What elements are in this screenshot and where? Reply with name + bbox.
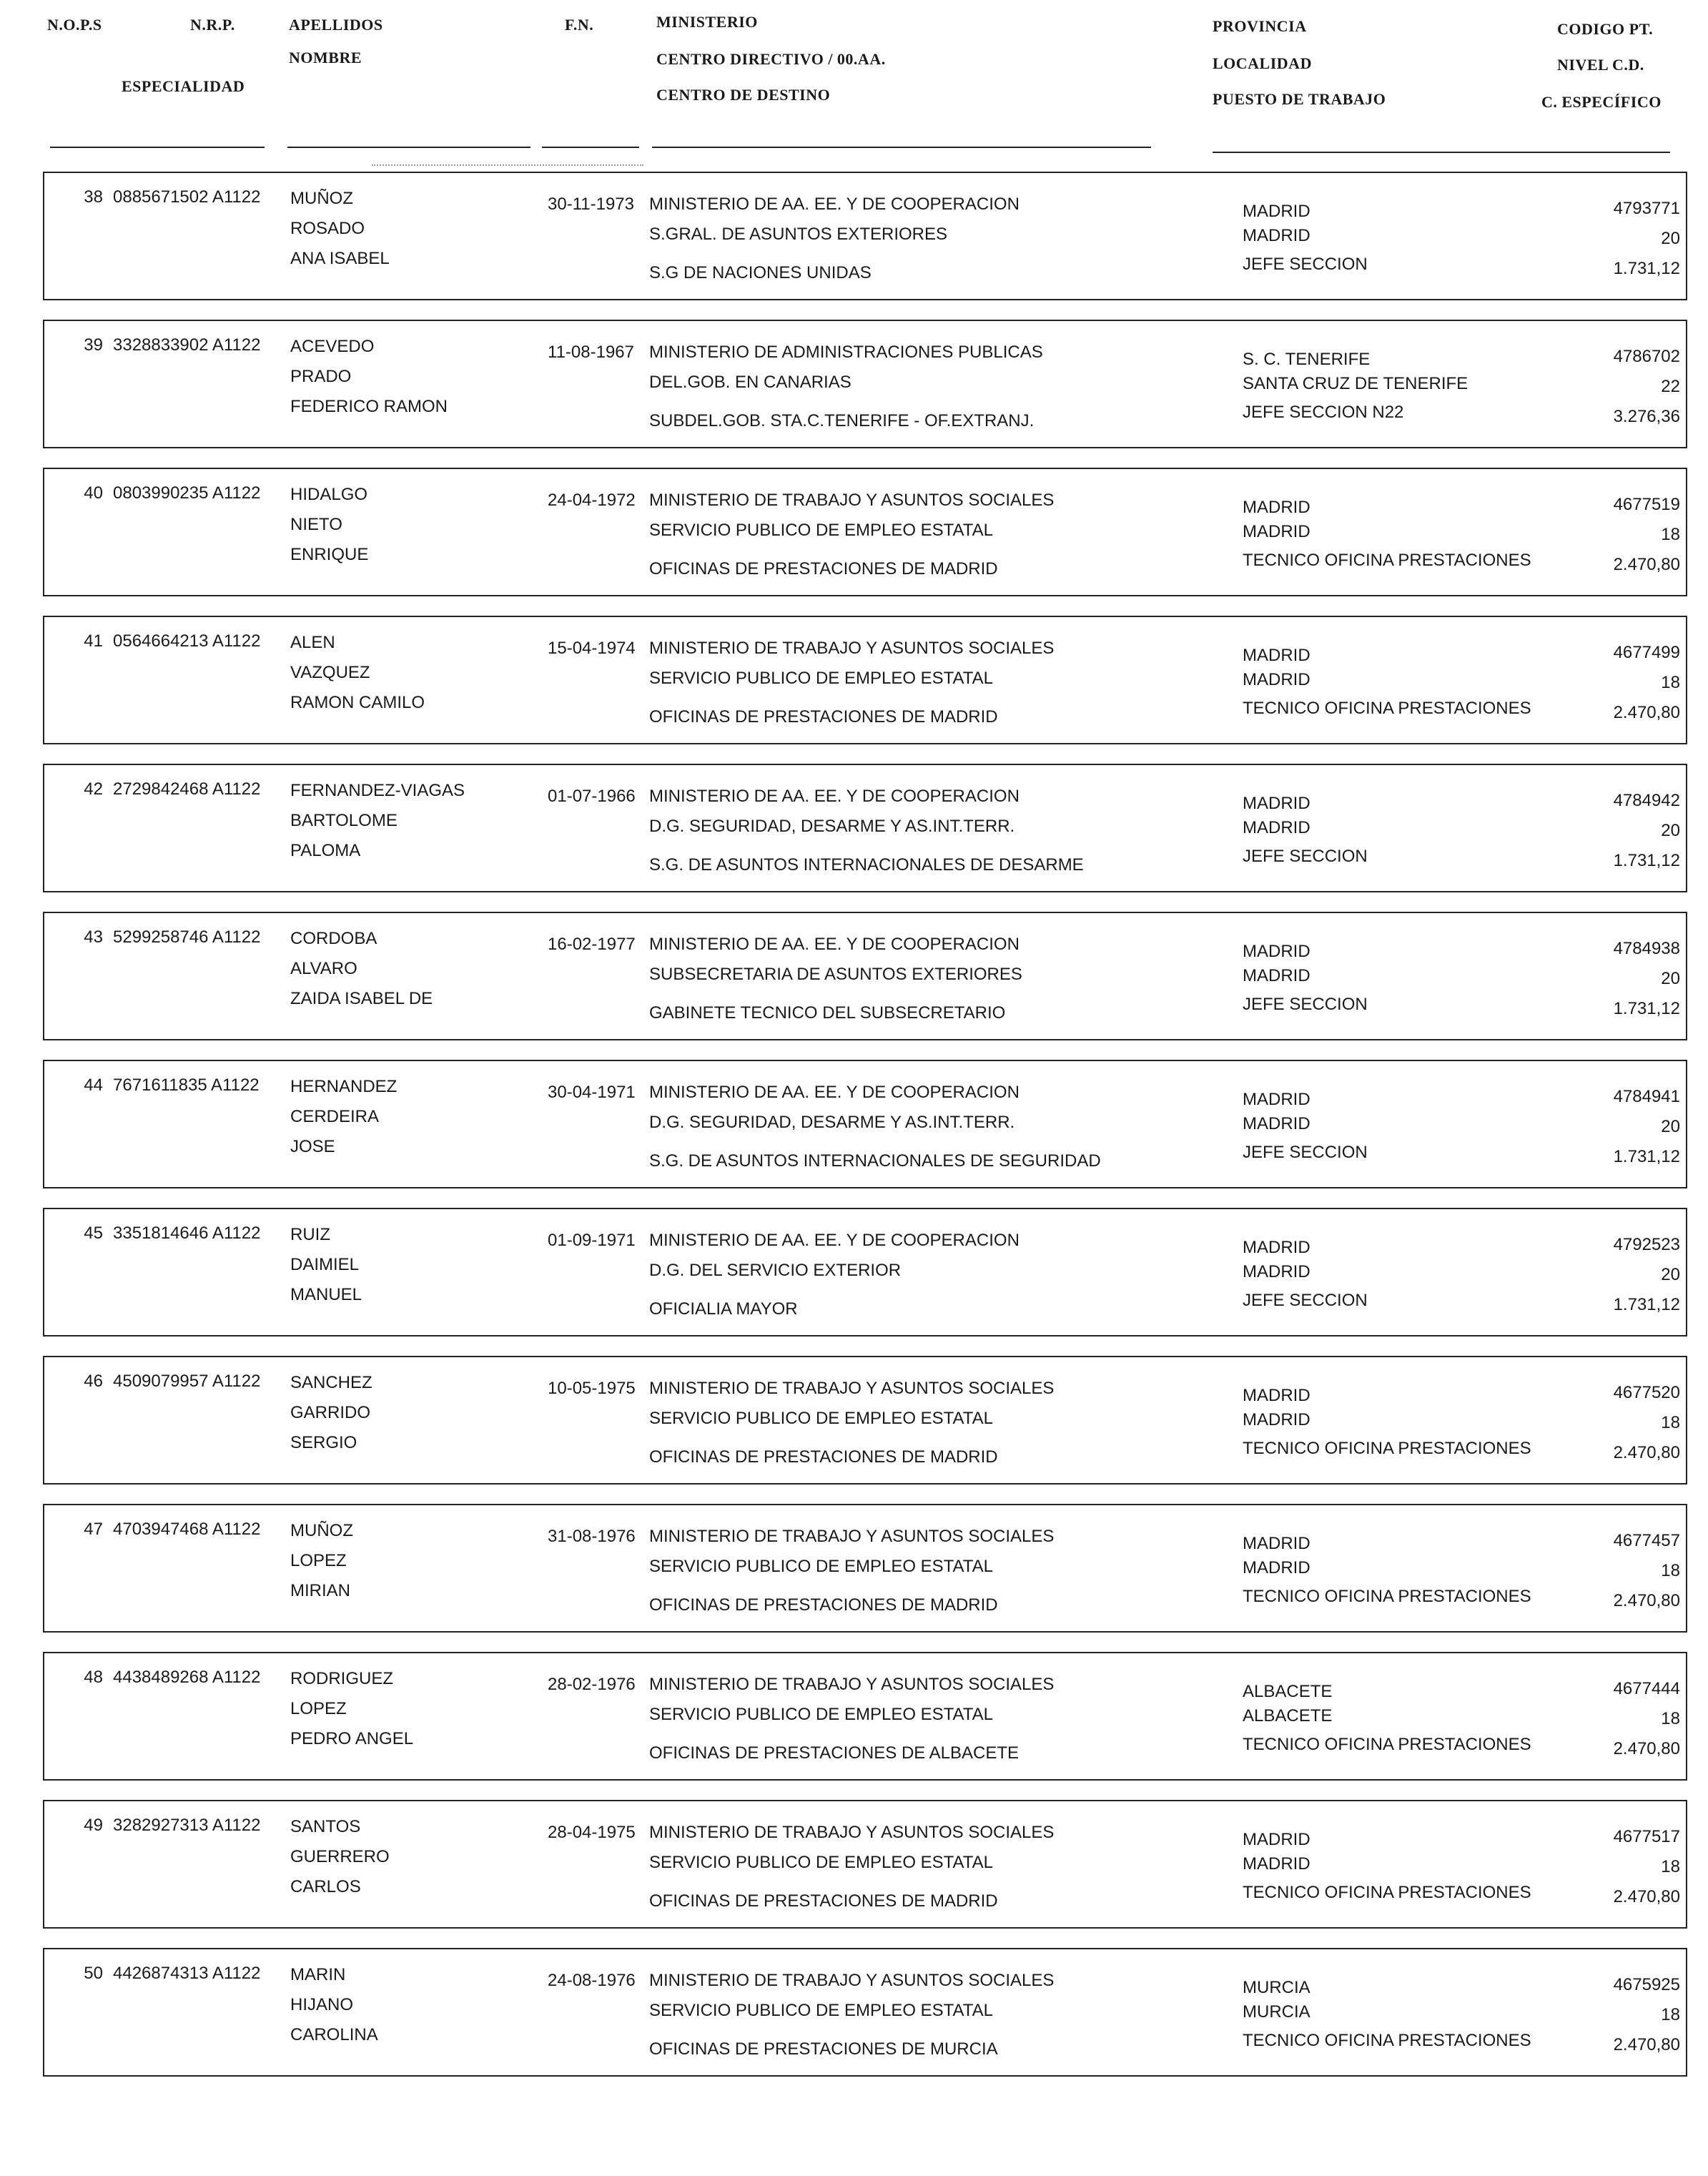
record-row <box>43 172 1687 300</box>
record-codigo: 4792523 <box>1613 1235 1680 1254</box>
record-fecha: 01-07-1966 <box>548 787 636 806</box>
record-localidad: SANTA CRUZ DE TENERIFE <box>1243 374 1468 393</box>
record-nivel: 18 <box>1661 525 1680 544</box>
record-apellido1: MARIN <box>290 1965 346 1984</box>
record-row <box>43 616 1687 744</box>
header-especialidad: ESPECIALIDAD <box>122 77 245 95</box>
record-fecha: 24-08-1976 <box>548 1971 636 1990</box>
record-centro-destino: S.G. DE ASUNTOS INTERNACIONALES DE SEGURIDAD <box>649 1151 1101 1171</box>
record-provincia: MADRID <box>1243 1238 1310 1257</box>
record-puesto: JEFE SECCION <box>1243 995 1368 1014</box>
record-apellido2: ROSADO <box>290 219 365 238</box>
record-nrp: 0564664213 A1122 <box>113 631 261 651</box>
record-nombre: RAMON CAMILO <box>290 693 425 712</box>
record-localidad: ALBACETE <box>1243 1706 1333 1725</box>
record-row <box>43 468 1687 596</box>
record-codigo: 4677499 <box>1613 643 1680 662</box>
record-ministerio: MINISTERIO DE AA. EE. Y DE COOPERACION <box>649 1231 1020 1250</box>
header-rule <box>287 147 530 148</box>
record-fecha: 30-04-1971 <box>548 1083 636 1102</box>
header-nivel: NIVEL C.D. <box>1557 56 1644 74</box>
record-nrp: 4703947468 A1122 <box>113 1520 261 1539</box>
record-ministerio: MINISTERIO DE TRABAJO Y ASUNTOS SOCIALES <box>649 491 1055 510</box>
record-especifico: 1.731,12 <box>1613 851 1680 870</box>
header-centro-directivo: CENTRO DIRECTIVO / 00.AA. <box>656 50 886 68</box>
record-especifico: 1.731,12 <box>1613 259 1680 278</box>
record-puesto: TECNICO OFICINA PRESTACIONES <box>1243 699 1531 718</box>
header-rule <box>542 147 639 148</box>
record-apellido2: HIJANO <box>290 1995 354 2014</box>
record-apellido1: ACEVEDO <box>290 337 375 356</box>
record-nivel: 20 <box>1661 821 1680 840</box>
record-codigo: 4677457 <box>1613 1531 1680 1550</box>
record-apellido2: GARRIDO <box>290 1403 371 1422</box>
record-puesto: JEFE SECCION N22 <box>1243 403 1404 422</box>
record-provincia: MADRID <box>1243 1830 1310 1849</box>
record-apellido2: CERDEIRA <box>290 1107 380 1126</box>
record-codigo: 4677444 <box>1613 1679 1680 1698</box>
record-especifico: 1.731,12 <box>1613 999 1680 1018</box>
record-nivel: 20 <box>1661 1117 1680 1136</box>
record-row <box>43 764 1687 892</box>
record-number: 44 <box>84 1075 103 1095</box>
record-centro-destino: GABINETE TECNICO DEL SUBSECRETARIO <box>649 1003 1006 1023</box>
record-nivel: 18 <box>1661 1561 1680 1580</box>
record-nombre: ZAIDA ISABEL DE <box>290 989 433 1008</box>
record-nivel: 18 <box>1661 1709 1680 1728</box>
record-especifico: 2.470,80 <box>1613 2035 1680 2054</box>
record-apellido1: SANTOS <box>290 1817 361 1836</box>
record-centro-directivo: SERVICIO PUBLICO DE EMPLEO ESTATAL <box>649 1705 994 1724</box>
header-fn: F.N. <box>565 16 594 34</box>
record-especifico: 2.470,80 <box>1613 1443 1680 1462</box>
record-number: 49 <box>84 1816 103 1835</box>
record-localidad: MADRID <box>1243 818 1310 837</box>
record-centro-directivo: SERVICIO PUBLICO DE EMPLEO ESTATAL <box>649 2001 994 2020</box>
record-provincia: MADRID <box>1243 202 1310 221</box>
record-nombre: ENRIQUE <box>290 545 369 564</box>
record-row <box>43 320 1687 448</box>
record-ministerio: MINISTERIO DE TRABAJO Y ASUNTOS SOCIALES <box>649 1675 1055 1694</box>
header-especifico: C. ESPECÍFICO <box>1541 93 1662 111</box>
record-centro-directivo: D.G. SEGURIDAD, DESARME Y AS.INT.TERR. <box>649 817 1015 836</box>
record-number: 47 <box>84 1520 103 1539</box>
record-ministerio: MINISTERIO DE TRABAJO Y ASUNTOS SOCIALES <box>649 639 1055 658</box>
record-fecha: 30-11-1973 <box>548 195 634 214</box>
record-ministerio: MINISTERIO DE AA. EE. Y DE COOPERACION <box>649 1083 1020 1102</box>
record-fecha: 16-02-1977 <box>548 935 636 954</box>
record-nombre: CARLOS <box>290 1877 361 1896</box>
record-codigo: 4677517 <box>1613 1827 1680 1846</box>
record-centro-destino: SUBDEL.GOB. STA.C.TENERIFE - OF.EXTRANJ. <box>649 411 1035 430</box>
record-localidad: MADRID <box>1243 1558 1310 1577</box>
header-puesto: PUESTO DE TRABAJO <box>1213 90 1386 108</box>
record-nombre: ANA ISABEL <box>290 249 390 268</box>
record-centro-destino: OFICINAS DE PRESTACIONES DE MURCIA <box>649 2039 998 2059</box>
record-codigo: 4677520 <box>1613 1383 1680 1402</box>
record-fecha: 15-04-1974 <box>548 639 636 658</box>
record-localidad: MADRID <box>1243 1262 1310 1281</box>
record-ministerio: MINISTERIO DE TRABAJO Y ASUNTOS SOCIALES <box>649 1971 1055 1990</box>
record-nrp: 3282927313 A1122 <box>113 1816 261 1835</box>
record-nivel: 22 <box>1661 377 1680 396</box>
record-fecha: 11-08-1967 <box>548 343 634 362</box>
record-puesto: TECNICO OFICINA PRESTACIONES <box>1243 1735 1531 1754</box>
record-apellido2: VAZQUEZ <box>290 663 370 682</box>
record-nrp: 2729842468 A1122 <box>113 779 261 799</box>
record-especifico: 2.470,80 <box>1613 703 1680 722</box>
header-localidad: LOCALIDAD <box>1213 54 1312 72</box>
record-fecha: 01-09-1971 <box>548 1231 636 1250</box>
record-puesto: TECNICO OFICINA PRESTACIONES <box>1243 2031 1531 2050</box>
record-puesto: TECNICO OFICINA PRESTACIONES <box>1243 1439 1531 1458</box>
record-ministerio: MINISTERIO DE AA. EE. Y DE COOPERACION <box>649 935 1020 954</box>
record-ministerio: MINISTERIO DE ADMINISTRACIONES PUBLICAS <box>649 343 1043 362</box>
record-codigo: 4784942 <box>1613 791 1680 810</box>
record-localidad: MADRID <box>1243 1854 1310 1874</box>
record-nrp: 4438489268 A1122 <box>113 1668 261 1687</box>
record-especifico: 1.731,12 <box>1613 1295 1680 1314</box>
record-apellido1: HERNANDEZ <box>290 1077 398 1096</box>
record-localidad: MADRID <box>1243 966 1310 985</box>
record-apellido1: MUÑOZ <box>290 1521 353 1540</box>
header-nrp: N.R.P. <box>190 16 235 34</box>
record-apellido2: GUERRERO <box>290 1847 390 1866</box>
record-nombre: PALOMA <box>290 841 361 860</box>
record-row <box>43 912 1687 1040</box>
record-centro-directivo: DEL.GOB. EN CANARIAS <box>649 373 851 392</box>
record-especifico: 1.731,12 <box>1613 1147 1680 1166</box>
record-apellido2: NIETO <box>290 515 342 534</box>
record-puesto: TECNICO OFICINA PRESTACIONES <box>1243 1883 1531 1902</box>
record-centro-destino: OFICINAS DE PRESTACIONES DE MADRID <box>649 1447 998 1467</box>
record-nrp: 7671611835 A1122 <box>113 1075 260 1095</box>
record-apellido1: MUÑOZ <box>290 189 353 208</box>
record-localidad: MADRID <box>1243 1410 1310 1429</box>
record-number: 48 <box>84 1668 103 1687</box>
record-provincia: MADRID <box>1243 646 1310 665</box>
record-codigo: 4786702 <box>1613 347 1680 366</box>
record-row <box>43 1060 1687 1188</box>
record-nivel: 18 <box>1661 1857 1680 1876</box>
header-nops: N.O.P.S <box>47 16 102 34</box>
record-apellido1: SANCHEZ <box>290 1373 372 1392</box>
record-puesto: JEFE SECCION <box>1243 255 1368 274</box>
record-puesto: JEFE SECCION <box>1243 1291 1368 1310</box>
record-provincia: MADRID <box>1243 942 1310 961</box>
record-centro-destino: OFICINAS DE PRESTACIONES DE MADRID <box>649 559 998 579</box>
record-puesto: TECNICO OFICINA PRESTACIONES <box>1243 551 1531 570</box>
record-row <box>43 1948 1687 2077</box>
record-row <box>43 1208 1687 1336</box>
record-centro-directivo: S.GRAL. DE ASUNTOS EXTERIORES <box>649 225 947 244</box>
record-ministerio: MINISTERIO DE AA. EE. Y DE COOPERACION <box>649 787 1020 806</box>
header-codigo: CODIGO PT. <box>1557 20 1654 38</box>
record-puesto: JEFE SECCION <box>1243 847 1368 866</box>
record-number: 39 <box>84 335 103 355</box>
record-nivel: 20 <box>1661 1265 1680 1284</box>
record-localidad: MURCIA <box>1243 2002 1310 2022</box>
record-codigo: 4675925 <box>1613 1975 1680 1994</box>
record-centro-destino: OFICINAS DE PRESTACIONES DE MADRID <box>649 1891 998 1911</box>
record-localidad: MADRID <box>1243 670 1310 689</box>
record-nivel: 18 <box>1661 673 1680 692</box>
record-ministerio: MINISTERIO DE TRABAJO Y ASUNTOS SOCIALES <box>649 1379 1055 1398</box>
record-apellido1: RODRIGUEZ <box>290 1669 393 1688</box>
record-number: 40 <box>84 483 103 503</box>
record-especifico: 2.470,80 <box>1613 1591 1680 1610</box>
record-nrp: 4509079957 A1122 <box>113 1372 261 1391</box>
record-apellido1: ALEN <box>290 633 335 652</box>
record-nivel: 20 <box>1661 229 1680 248</box>
record-nrp: 3328833902 A1122 <box>113 335 261 355</box>
record-provincia: MADRID <box>1243 1386 1310 1405</box>
record-nivel: 18 <box>1661 2005 1680 2024</box>
record-codigo: 4784941 <box>1613 1087 1680 1106</box>
record-number: 42 <box>84 779 103 799</box>
record-ministerio: MINISTERIO DE TRABAJO Y ASUNTOS SOCIALES <box>649 1823 1055 1842</box>
record-nrp: 0885671502 A1122 <box>113 187 261 207</box>
header-rule <box>50 147 265 148</box>
record-row <box>43 1356 1687 1485</box>
record-especifico: 2.470,80 <box>1613 1887 1680 1906</box>
record-centro-directivo: SERVICIO PUBLICO DE EMPLEO ESTATAL <box>649 521 994 540</box>
record-nombre: PEDRO ANGEL <box>290 1729 414 1748</box>
record-centro-directivo: SERVICIO PUBLICO DE EMPLEO ESTATAL <box>649 669 994 688</box>
record-provincia: MADRID <box>1243 1534 1310 1553</box>
record-codigo: 4793771 <box>1613 199 1680 218</box>
record-apellido2: BARTOLOME <box>290 811 398 830</box>
record-localidad: MADRID <box>1243 226 1310 245</box>
record-number: 50 <box>84 1964 103 1983</box>
record-fecha: 28-02-1976 <box>548 1675 636 1694</box>
record-localidad: MADRID <box>1243 1114 1310 1133</box>
record-especifico: 3.276,36 <box>1613 407 1680 426</box>
record-apellido1: CORDOBA <box>290 929 377 948</box>
header-ministerio: MINISTERIO <box>656 13 758 31</box>
record-codigo: 4784938 <box>1613 939 1680 958</box>
record-row <box>43 1652 1687 1781</box>
record-especifico: 2.470,80 <box>1613 1739 1680 1758</box>
record-number: 46 <box>84 1372 103 1391</box>
record-apellido2: LOPEZ <box>290 1699 347 1718</box>
record-fecha: 10-05-1975 <box>548 1379 636 1398</box>
record-nombre: MANUEL <box>290 1285 362 1304</box>
record-provincia: MADRID <box>1243 498 1310 517</box>
record-centro-directivo: SERVICIO PUBLICO DE EMPLEO ESTATAL <box>649 1409 994 1428</box>
record-nrp: 3351814646 A1122 <box>113 1224 261 1243</box>
record-puesto: TECNICO OFICINA PRESTACIONES <box>1243 1587 1531 1606</box>
record-nrp: 4426874313 A1122 <box>113 1964 261 1983</box>
dotted-rule <box>372 164 643 166</box>
header-nombre: NOMBRE <box>289 49 362 67</box>
record-centro-directivo: SUBSECRETARIA DE ASUNTOS EXTERIORES <box>649 965 1022 984</box>
record-apellido1: HIDALGO <box>290 485 368 504</box>
header-rule <box>652 147 1151 148</box>
record-number: 43 <box>84 927 103 947</box>
record-nombre: CAROLINA <box>290 2025 378 2044</box>
record-centro-directivo: SERVICIO PUBLICO DE EMPLEO ESTATAL <box>649 1853 994 1872</box>
record-centro-destino: OFICIALIA MAYOR <box>649 1299 798 1319</box>
record-apellido2: ALVARO <box>290 959 357 978</box>
record-nombre: JOSE <box>290 1137 335 1156</box>
record-apellido2: PRADO <box>290 367 352 386</box>
record-nrp: 0803990235 A1122 <box>113 483 261 503</box>
record-fecha: 28-04-1975 <box>548 1823 636 1842</box>
record-apellido1: FERNANDEZ-VIAGAS <box>290 781 465 800</box>
record-row <box>43 1800 1687 1929</box>
record-nombre: FEDERICO RAMON <box>290 397 448 416</box>
record-provincia: ALBACETE <box>1243 1682 1333 1701</box>
record-centro-destino: S.G. DE ASUNTOS INTERNACIONALES DE DESARME <box>649 855 1084 875</box>
header-rule <box>1213 152 1670 153</box>
record-centro-destino: OFICINAS DE PRESTACIONES DE MADRID <box>649 1595 998 1615</box>
record-number: 41 <box>84 631 103 651</box>
record-fecha: 31-08-1976 <box>548 1527 636 1546</box>
record-provincia: MADRID <box>1243 1090 1310 1109</box>
record-centro-directivo: SERVICIO PUBLICO DE EMPLEO ESTATAL <box>649 1557 994 1576</box>
record-nivel: 20 <box>1661 969 1680 988</box>
record-codigo: 4677519 <box>1613 495 1680 514</box>
record-nombre: SERGIO <box>290 1433 357 1452</box>
record-nrp: 5299258746 A1122 <box>113 927 261 947</box>
record-especifico: 2.470,80 <box>1613 555 1680 574</box>
record-ministerio: MINISTERIO DE TRABAJO Y ASUNTOS SOCIALES <box>649 1527 1055 1546</box>
record-centro-destino: S.G DE NACIONES UNIDAS <box>649 263 872 282</box>
record-row <box>43 1504 1687 1633</box>
record-provincia: MURCIA <box>1243 1978 1310 1997</box>
record-centro-destino: OFICINAS DE PRESTACIONES DE ALBACETE <box>649 1743 1020 1763</box>
header-centro-destino: CENTRO DE DESTINO <box>656 86 831 104</box>
header-apellidos: APELLIDOS <box>289 16 383 34</box>
record-provincia: MADRID <box>1243 794 1310 813</box>
record-localidad: MADRID <box>1243 522 1310 541</box>
record-nombre: MIRIAN <box>290 1581 350 1600</box>
record-puesto: JEFE SECCION <box>1243 1143 1368 1162</box>
record-ministerio: MINISTERIO DE AA. EE. Y DE COOPERACION <box>649 195 1020 214</box>
record-number: 38 <box>84 187 103 207</box>
record-apellido2: LOPEZ <box>290 1551 347 1570</box>
record-centro-directivo: D.G. SEGURIDAD, DESARME Y AS.INT.TERR. <box>649 1113 1015 1132</box>
record-nivel: 18 <box>1661 1413 1680 1432</box>
record-centro-destino: OFICINAS DE PRESTACIONES DE MADRID <box>649 707 998 727</box>
record-provincia: S. C. TENERIFE <box>1243 350 1371 369</box>
record-centro-directivo: D.G. DEL SERVICIO EXTERIOR <box>649 1261 902 1280</box>
record-apellido1: RUIZ <box>290 1225 330 1244</box>
record-apellido2: DAIMIEL <box>290 1255 360 1274</box>
record-number: 45 <box>84 1224 103 1243</box>
record-fecha: 24-04-1972 <box>548 491 636 510</box>
header-provincia: PROVINCIA <box>1213 17 1307 35</box>
